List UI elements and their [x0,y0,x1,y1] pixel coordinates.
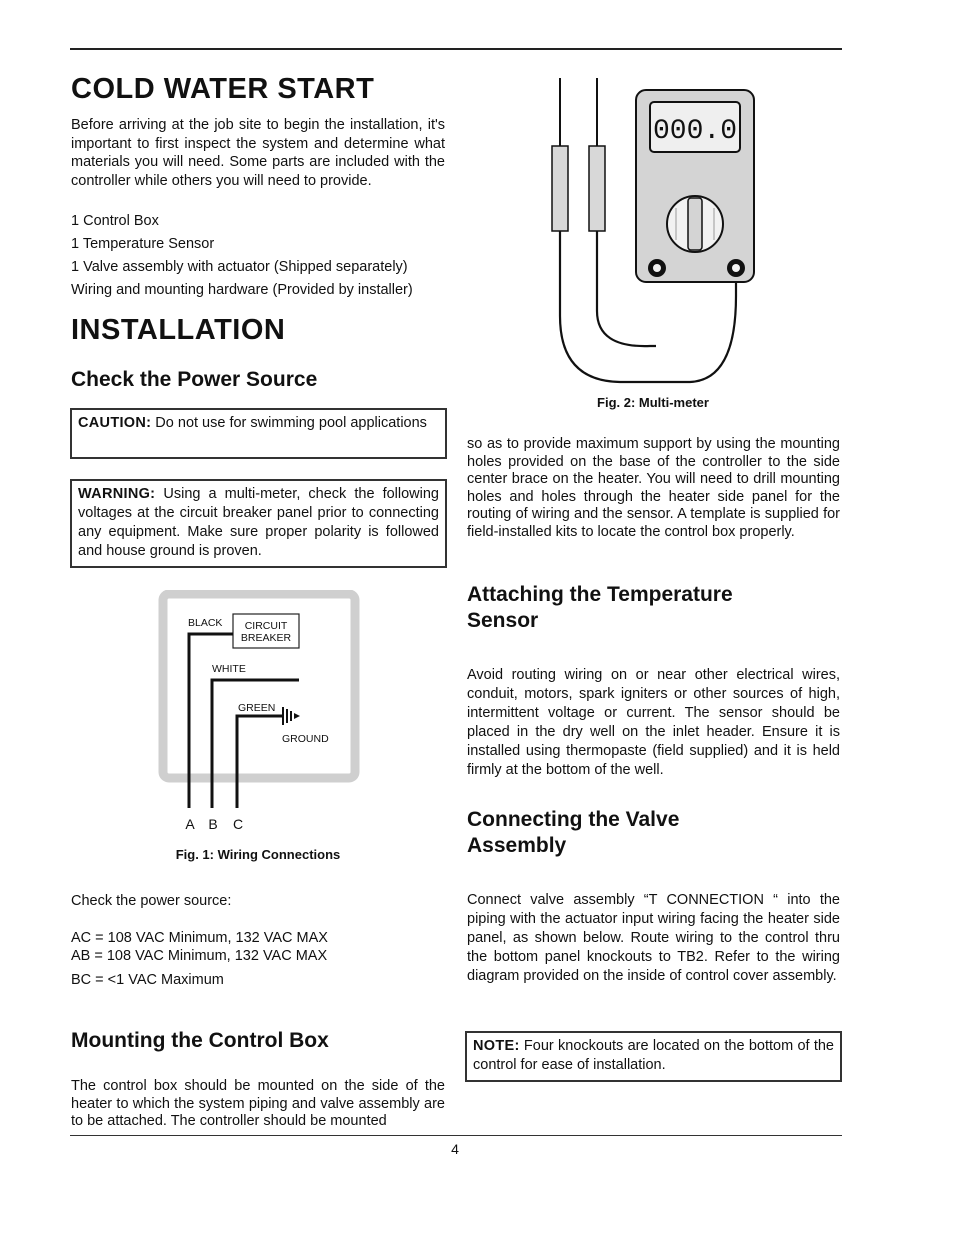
temp-sensor-heading: Attaching the Temperature Sensor [467,583,733,632]
label-circuit-breaker-line1: CIRCUIT [244,620,288,632]
mounting-continued-paragraph: so as to provide maximum support by using the mounting holes provided on the base of the controller to the side center brace on the heater. You will need to drill mounting holes and holes through the heater side panel for the routing of wiring and the sensor. A template is supplied for field-installed kits to locate the control box properly. [467,436,840,540]
temp-sensor-paragraph: Avoid routing wiring on or near other electrical wires, conduit, motors, spark igniters or other sources of high, intermittent voltage or current. The sensor should be placed in the dry well on the inlet header. Ensure it is installed using thermopaste (field supplied) and it is held firmly at the bottom of the well. [467,667,840,778]
caution-text: Do not use for swimming pool applications [151,415,427,431]
label-black: BLACK [188,617,223,629]
page-number: 4 [451,1141,459,1157]
mounting-paragraph: The control box should be mounted on the side of the heater to which the system piping and valve assembly are to be attached. The controller should be mounted [71,1078,445,1129]
multimeter-display-reading: 000.0 [652,116,738,147]
parts-list-item: 1 Temperature Sensor [71,236,215,252]
caution-label: CAUTION: [78,415,152,431]
voltage-line: BC = <1 VAC Maximum [71,972,224,988]
warning-box [70,479,447,568]
check-power-heading: Check the Power Source [71,368,318,391]
label-green: GREEN [238,702,276,714]
warning-label: WARNING: [78,486,156,502]
top-rule [70,48,842,50]
caution-box [70,408,447,459]
installation-heading: INSTALLATION [71,314,286,346]
mounting-heading: Mounting the Control Box [71,1029,329,1052]
label-ground: GROUND [282,733,329,745]
valve-paragraph: Connect valve assembly “T CONNECTION “ into the piping with the actuator input wiring facing the heater side panel, as shown below. Route wiring to the control thru the bottom panel knockouts to TB2. Refer to the wiring diagram provided on the inside of control cover assembly. [467,892,840,984]
check-power-intro: Check the power source: [71,893,232,909]
wiring-connections-diagram [150,590,370,840]
bottom-rule [70,1135,842,1136]
voltage-line: AC = 108 VAC Minimum, 132 VAC MAX [71,930,328,946]
figure-2-caption: Fig. 2: Multi-meter [597,395,709,410]
label-white: WHITE [212,663,246,675]
note-label: NOTE: [473,1038,520,1054]
note-box [465,1031,842,1082]
multimeter-illustration [540,76,770,388]
parts-list-item: 1 Valve assembly with actuator (Shipped separately) [71,259,408,275]
cold-water-start-paragraph: Before arriving at the job site to begin the installation, it's important to first inspect the system and determine what materials you will need. Some parts are included with the controller while others you will need to provide. [71,117,445,189]
terminal-b-label: B [208,816,218,832]
terminal-c-label: C [232,816,244,832]
cold-water-start-heading: COLD WATER START [71,73,375,105]
figure-1-caption: Fig. 1: Wiring Connections [175,847,341,862]
warning-text: Using a multi-meter, check the following voltages at the circuit breaker panel prior to connecting any equipment. Make sure proper polarity is followed and house ground is proven. [78,486,439,559]
valve-heading: Connecting the Valve Assembly [467,808,680,857]
terminal-a-label: A [185,816,195,832]
label-circuit-breaker-line2: BREAKER [240,632,292,644]
parts-list-item: Wiring and mounting hardware (Provided by installer) [71,282,413,298]
voltage-line: AB = 108 VAC Minimum, 132 VAC MAX [71,948,328,964]
note-text: Four knockouts are located on the bottom of the control for ease of installation. [473,1038,834,1073]
parts-list-item: 1 Control Box [71,213,159,229]
